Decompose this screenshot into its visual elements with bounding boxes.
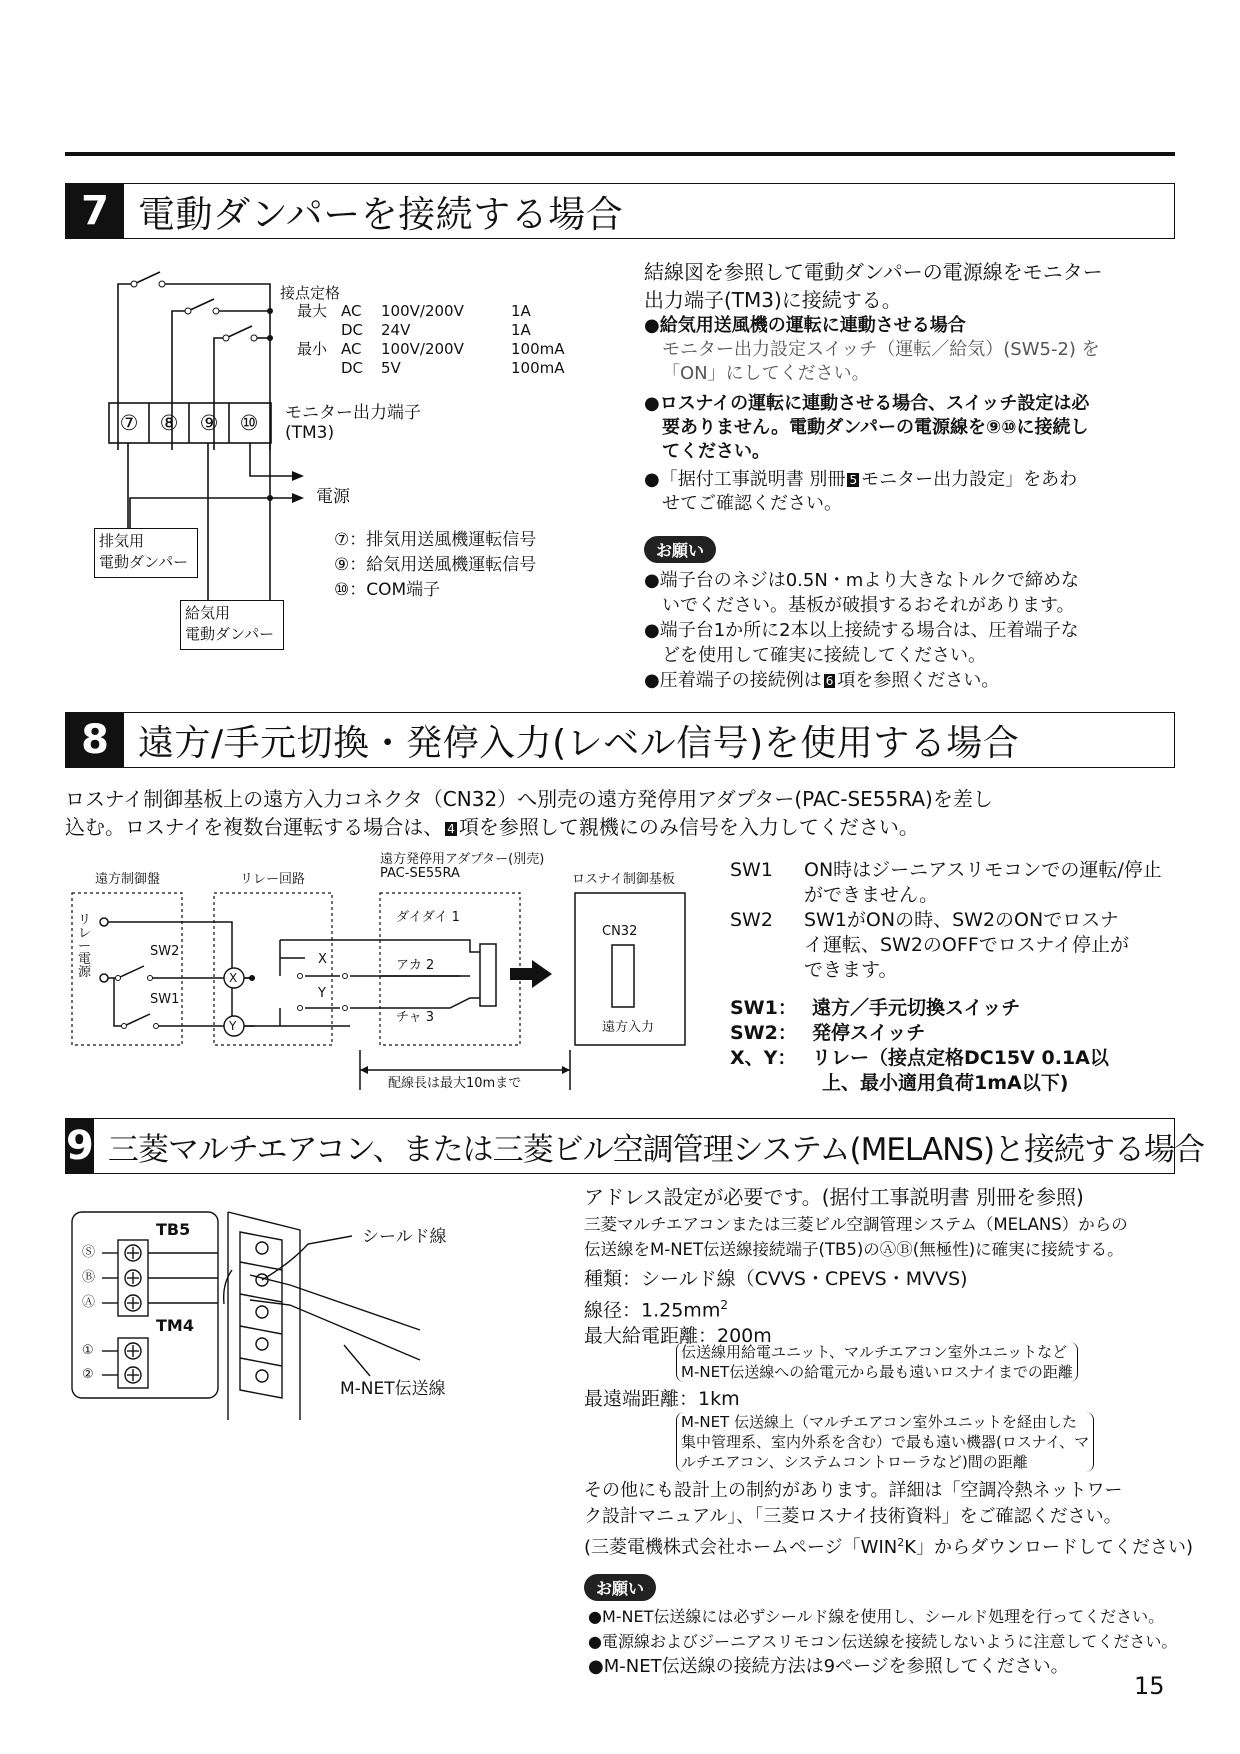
sw-definitions: SW1： 遠方／手元切換スイッチ SW2： 発停スイッチ X、Y： リレー（接点定格DC15V 0.1A以 上、最小適用負荷1mA以下) (730, 997, 1109, 1094)
sec7-intro: 結線図を参照して電動ダンパーの電源線をモニター 出力端子(TM3)に接続する。 (644, 260, 1103, 312)
coil-y-label: Y (229, 1019, 237, 1033)
sec7-note-badge: お願い (644, 536, 716, 563)
remote-input-label: 遠方入力 (602, 1020, 655, 1035)
section-9-title: 三菱マルチエアコン、または三菱ビル空調管理システム(MELANS)と接続する場合 (107, 1131, 1205, 1168)
address-note: アドレス設定が必要です。(据付工事説明書 別冊を参照) (584, 1185, 1084, 1209)
terminal-7: ⑦ (119, 411, 139, 435)
shield-wire-label: シールド線 (362, 1227, 447, 1247)
sec9-note-badge: お願い (584, 1574, 656, 1601)
sec7-bullets: ●給気用送風機の運転に連動させる場合 モニター出力設定スイッチ（運転／給気）(SW5-2) を 「ON」にしてください。 ●ロスナイの運転に連動させる場合、スイッチ設定は必 要ありません。電動ダンパーの電源線を⑨⑩に接続し てください。 ●「据付工事説明書 別冊 5 モニター出力設定」をあわ せてご確認ください。 (644, 315, 1100, 514)
tb5-label: TB5 (156, 1220, 191, 1239)
terminal-9: ⑨ (199, 411, 219, 435)
section-8-title: 遠方/手元切換・発停入力(レベル信号)を使用する場合 (138, 722, 1020, 764)
rating-row: DC 5V 100mA (341, 359, 565, 377)
terminal-2-label: ② (82, 1367, 94, 1382)
sec8-intro: ロスナイ制御基板上の遠方入力コネクタ（CN32）へ別売の遠方発停用アダプター(PAC-SE55RA)を差し 込む。ロスナイを複数台運転する場合は、 4 項を参照して親機にのみ信号を入力してください。 (65, 787, 993, 839)
tm4-label: TM4 (156, 1316, 194, 1335)
monitor-terminal-label: モニター出力端子 (285, 403, 421, 423)
exhaust-damper-box: 排気用 電動ダンパー (94, 528, 198, 578)
wire-red-label: アカ 2 (396, 958, 435, 973)
cn32-label: CN32 (602, 924, 638, 939)
terminal-8: ⑧ (159, 411, 179, 435)
rating-row: 最大 AC 100V/200V 1A (297, 302, 531, 320)
section-7-title: 電動ダンパーを接続する場合 (138, 193, 624, 236)
contact-y-label: Y (318, 986, 326, 1001)
terminal-s-label: Ⓢ (82, 1245, 96, 1260)
design-constraints: その他にも設計上の制約があります。詳細は「空調冷熱ネットワー ク設計マニュアル」、「三菱ロスナイ技術資料」をご確認ください。 (三菱電機株式会社ホームページ「WIN$^2$K」からダウンロードしてください) (584, 1480, 1194, 1558)
wire-specs: 種類：シールド線（CVVS・CPEVS・MVVS) 線径：$1.25mm^2$ 最大給電距離：200m (584, 1268, 968, 1348)
section-9-number: 9 (66, 1119, 94, 1173)
terminal-10: ⑩ (239, 411, 259, 435)
relay-power-label: リレー電源 (78, 913, 92, 980)
sec9-description: 三菱マルチエアコンまたは三菱ビル空調管理システム（MELANS）からの 伝送線をM-NET伝送線接続端子(TB5)のⒶⒷ(無極性)に確実に接続する。 (584, 1215, 1128, 1259)
rating-row: 最小 AC 100V/200V 100mA (297, 340, 565, 358)
terminal-1-label: ① (82, 1343, 94, 1358)
wire-orange-label: ダイダイ 1 (396, 910, 460, 925)
terminal-legend: ⑦：排気用送風機運転信号 ⑨：給気用送風機運転信号 ⑩：COM端子 (334, 530, 537, 600)
tm3-label: (TM3) (285, 423, 335, 443)
terminal-a-label: Ⓐ (82, 1295, 96, 1310)
adapter-model: PAC-SE55RA (380, 866, 460, 881)
contact-x-label: X (318, 952, 327, 967)
sw1-label: SW1 (150, 992, 180, 1007)
sec9-notes: ●M-NET伝送線には必ずシールド線を使用し、シールド処理を行ってください。 ●電源線およびジーニアスリモコン伝送線を接続しないように注意してください。 ●M-NET伝送線の接続方法は9ページを参照してください。 (588, 1607, 1178, 1677)
sw-descriptions: SW1 ON時はジーニアスリモコンでの運転/停止 ができません。 SW2 SW1がONの時、SW2のONでロスナ イ運転、SW2のOFFでロスナイ停止が できます。 (730, 859, 1162, 981)
adapter-label: 遠方発停用アダプター(別売) (380, 852, 545, 867)
page-number: 15 (1134, 1672, 1165, 1700)
wire-brown-label: チャ 3 (396, 1010, 435, 1025)
terminal-b-label: Ⓑ (82, 1270, 96, 1285)
maxlen-note: 伝送線用給電ユニット、マルチエアコン室外ユニットなど M-NET伝送線への給電元から最も遠いロスナイまでの距離 (676, 1342, 1078, 1382)
coil-x-label: X (229, 971, 238, 985)
supply-damper-box: 給気用 電動ダンパー (180, 600, 284, 650)
board-label: ロスナイ制御基板 (572, 872, 675, 887)
far-distance: 最遠端距離：1km (584, 1388, 740, 1410)
rating-row: DC 24V 1A (341, 321, 531, 339)
relay-circuit-label: リレー回路 (240, 872, 306, 887)
contact-rating-title: 接点定格 (280, 284, 341, 302)
section-8-number: 8 (66, 713, 124, 767)
sec7-notes: ●端子台のネジは0.5N・mより大きなトルクで締めな いでください。基板が破損するおそれがあります。 ●端子台1か所に2本以上接続する場合は、圧着端子な どを使用して確実に接続してください。 ●圧着端子の接続例は 6 項を参照ください。 (644, 570, 1079, 691)
sw2-label: SW2 (150, 944, 180, 959)
wire-length-label: 配線長は最大10mまで (388, 1076, 522, 1091)
remote-panel-label: 遠方制御盤 (95, 872, 161, 887)
section-7-number: 7 (66, 184, 124, 238)
power-label: 電源 (316, 487, 350, 507)
mnet-wire-label: M-NET伝送線 (340, 1379, 446, 1399)
far-distance-note: M-NET 伝送線上（マルチエアコン室外ユニットを経由した 集中管理系、室内外系を含む）で最も遠い機器(ロスナイ、マ ルチエアコン、システムコントローラなど)間の距離 (676, 1412, 1094, 1472)
